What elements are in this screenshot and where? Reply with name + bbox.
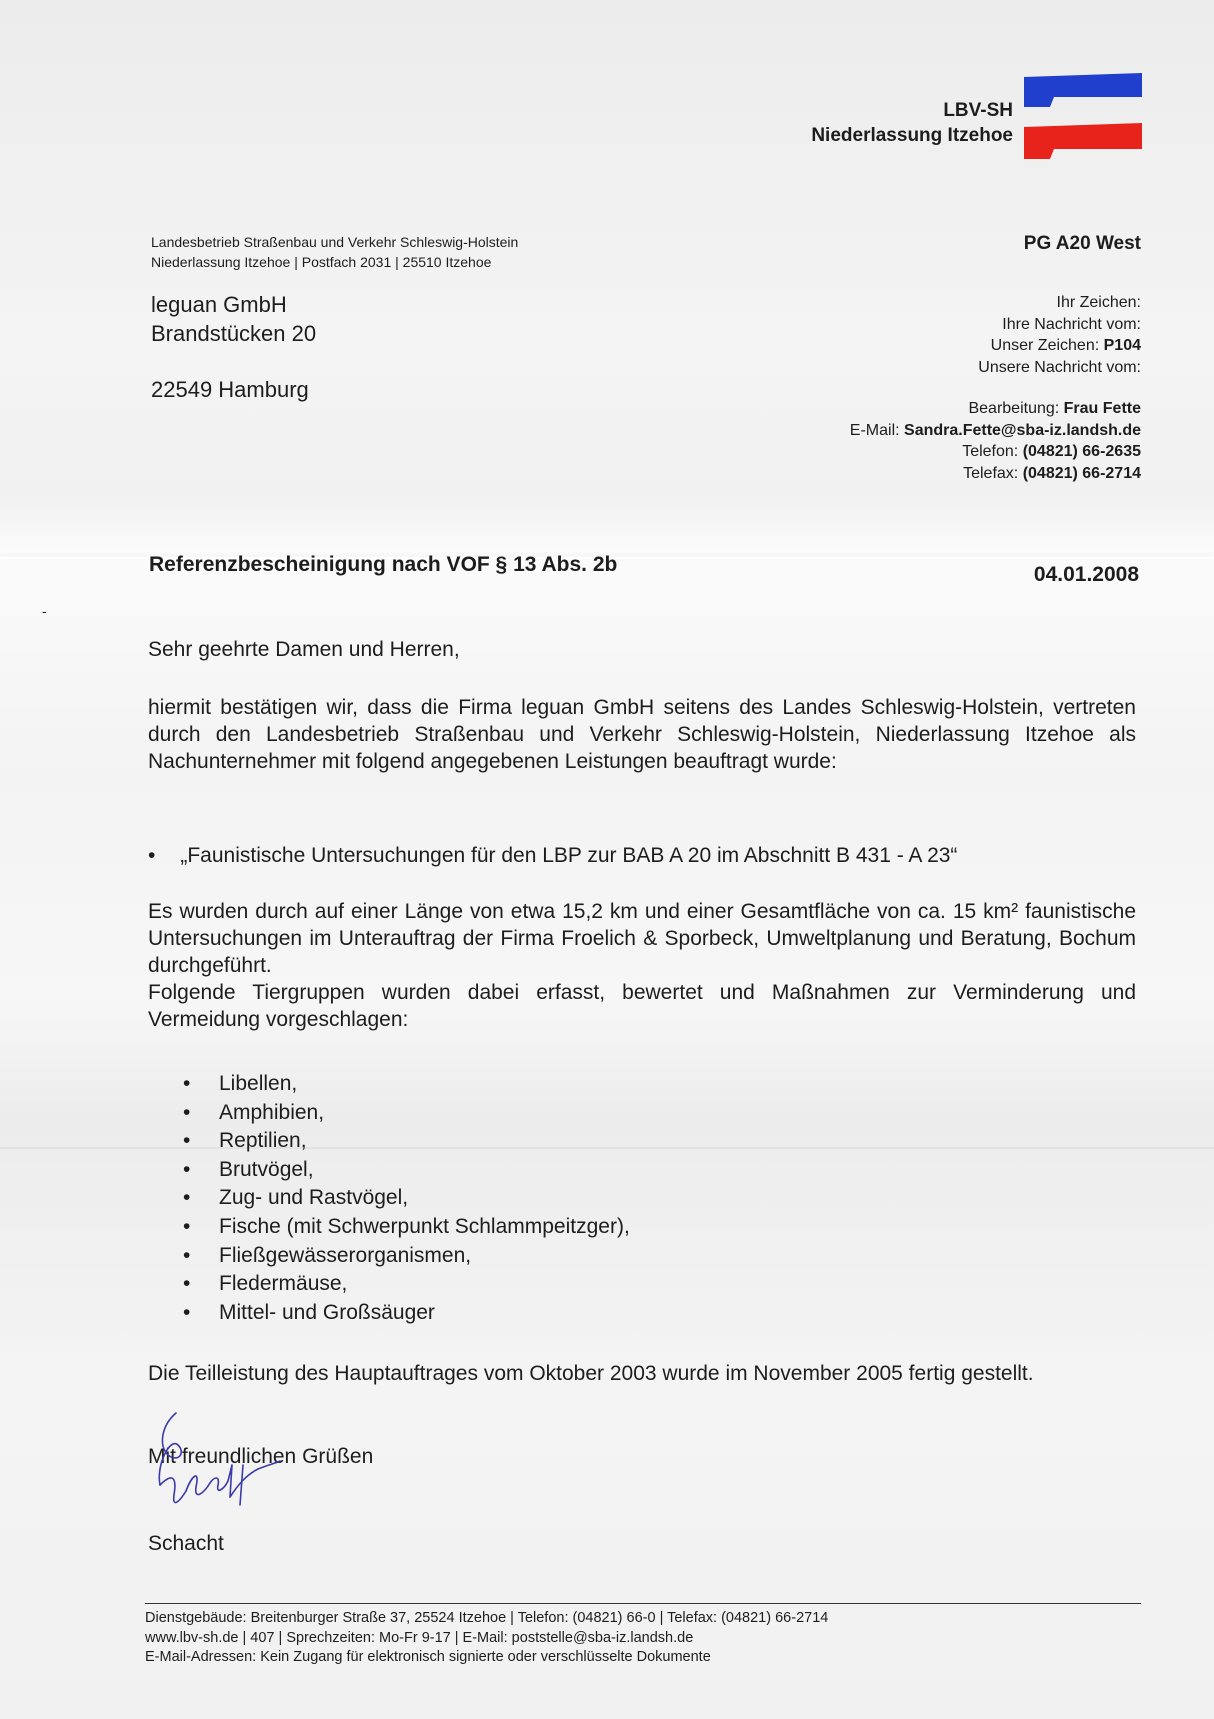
animal-list-item bbox=[183, 1070, 630, 1099]
footer-divider bbox=[145, 1603, 1141, 1604]
sender-line-1: Landesbetrieb Straßenbau und Verkehr Schleswig-Holstein bbox=[151, 234, 519, 250]
paragraph-2a: Es wurden durch auf einer Länge von etwa 15,2 km und einer Gesamtfläche von ca. 15 km² faunistische Untersuchungen im Unterauftrag der Firma Froelich & Sporbeck, Umweltplanung und Beratung, Bochum durchgeführt. bbox=[148, 900, 1136, 977]
lbv-flag-logo-icon bbox=[1024, 73, 1142, 159]
telefax: Telefax: (04821) 66-2714 bbox=[963, 464, 1141, 482]
animal-name: Amphibien, bbox=[219, 1100, 325, 1124]
ihr-zeichen: Ihr Zeichen: bbox=[1056, 294, 1141, 311]
animal-name: Brutvögel, bbox=[219, 1157, 314, 1181]
animal-list-item bbox=[183, 1242, 630, 1271]
bullet-marker: • bbox=[183, 1072, 191, 1095]
bullet-marker: • bbox=[183, 1300, 191, 1324]
animal-list-item bbox=[183, 1156, 630, 1185]
animal-list-item bbox=[183, 1270, 630, 1299]
unser-zeichen: Unser Zeichen: P104 bbox=[990, 337, 1141, 354]
bullet-marker: • bbox=[148, 844, 156, 867]
animal-list bbox=[183, 1070, 630, 1327]
telefon: Telefon: (04821) 66-2635 bbox=[962, 443, 1141, 460]
recipient-address bbox=[151, 290, 316, 404]
ihre-nachricht: Ihre Nachricht vom: bbox=[1002, 315, 1141, 333]
bullet-marker: • bbox=[183, 1272, 191, 1296]
footer bbox=[145, 1609, 828, 1668]
bullet-text: „Faunistische Untersuchungen für den LBP zur BAB A 20 im Abschnitt B 431 - A 23“ bbox=[180, 844, 958, 867]
recipient-street: Brandstücken 20 bbox=[151, 321, 317, 346]
footer-line-3: E-Mail-Adressen: Kein Zugang für elektronisch signierte oder verschlüsselte Dokumente bbox=[145, 1649, 711, 1665]
subject-line: Referenzbescheinigung nach VOF § 13 Abs. 2b bbox=[149, 553, 618, 576]
project-group: PG A20 West bbox=[1023, 233, 1141, 254]
margin-mark: - bbox=[42, 603, 47, 619]
logo-line-1: LBV-SH bbox=[943, 100, 1013, 121]
reference-block bbox=[850, 292, 1141, 484]
animal-name: Fließgewässerorganismen, bbox=[219, 1243, 472, 1267]
paragraph-1: hiermit bestätigen wir, dass die Firma leguan GmbH seitens des Landes Schleswig-Holstein, vertreten durch den Landesbetrieb Straßenbau und Verkehr Schleswig-Holstein, Niederlassung Itzehoe als Nachunternehmer mit folgend angegebenen Leistungen beauftragt wurde: bbox=[148, 696, 1136, 773]
footer-line-1: Dienstgebäude: Breitenburger Straße 37, 25524 Itzehoe | Telefon: (04821) 66-0 | Telefax: (04821) 66-2714 bbox=[145, 1610, 829, 1626]
bullet-marker: • bbox=[183, 1100, 191, 1124]
sender-line-2: Niederlassung Itzehoe | Postfach 2031 | 25510 Itzehoe bbox=[151, 254, 492, 270]
paragraph-3: Die Teilleistung des Hauptauftrages vom Oktober 2003 wurde im November 2005 fertig gestellt. bbox=[148, 1362, 1034, 1385]
animal-name: Mittel- und Großsäuger bbox=[219, 1300, 435, 1324]
paragraph-2 bbox=[148, 898, 1136, 1033]
animal-list-item bbox=[183, 1127, 630, 1156]
animal-name: Fledermäuse, bbox=[219, 1272, 348, 1296]
recipient-name: leguan GmbH bbox=[151, 292, 287, 317]
salutation: Sehr geehrte Damen und Herren, bbox=[148, 638, 460, 661]
handwritten-signature bbox=[148, 1405, 298, 1535]
logo-text bbox=[811, 98, 1013, 148]
logo-line-2: Niederlassung Itzehoe bbox=[811, 125, 1013, 146]
animal-name: Libellen, bbox=[219, 1072, 298, 1095]
email: E-Mail: Sandra.Fette@sba-iz.landsh.de bbox=[849, 421, 1141, 439]
letter-date: 04.01.2008 bbox=[1033, 563, 1139, 586]
animal-list-item bbox=[183, 1299, 630, 1328]
sender-address bbox=[151, 232, 518, 272]
unsere-nachricht: Unsere Nachricht vom: bbox=[978, 358, 1141, 376]
signer-name: Schacht bbox=[148, 1532, 224, 1555]
animal-list-item bbox=[183, 1184, 630, 1213]
animal-list-item bbox=[183, 1099, 630, 1128]
animal-list-item bbox=[183, 1213, 630, 1242]
animal-name: Zug- und Rastvögel, bbox=[219, 1186, 409, 1210]
bullet-marker: • bbox=[183, 1129, 191, 1153]
bullet-marker: • bbox=[183, 1157, 191, 1181]
closing: Mit freundlichen Grüßen bbox=[148, 1445, 374, 1468]
bullet-marker: • bbox=[183, 1186, 191, 1210]
paragraph-2b: Folgende Tiergruppen wurden dabei erfasst, bewertet und Maßnahmen zur Verminderung und Vermeidung vorgeschlagen: bbox=[148, 981, 1136, 1031]
animal-name: Reptilien, bbox=[219, 1129, 307, 1153]
main-bullet bbox=[148, 842, 1136, 869]
bullet-marker: • bbox=[183, 1214, 191, 1238]
recipient-city: 22549 Hamburg bbox=[151, 377, 309, 402]
bullet-marker: • bbox=[183, 1243, 191, 1267]
animal-name: Fische (mit Schwerpunkt Schlammpeitzger), bbox=[219, 1214, 630, 1238]
footer-line-2: www.lbv-sh.de | 407 | Sprechzeiten: Mo-Fr 9-17 | E-Mail: poststelle@sba-iz.landsh.de bbox=[145, 1629, 694, 1646]
bearbeitung: Bearbeitung: Frau Fette bbox=[968, 400, 1141, 417]
